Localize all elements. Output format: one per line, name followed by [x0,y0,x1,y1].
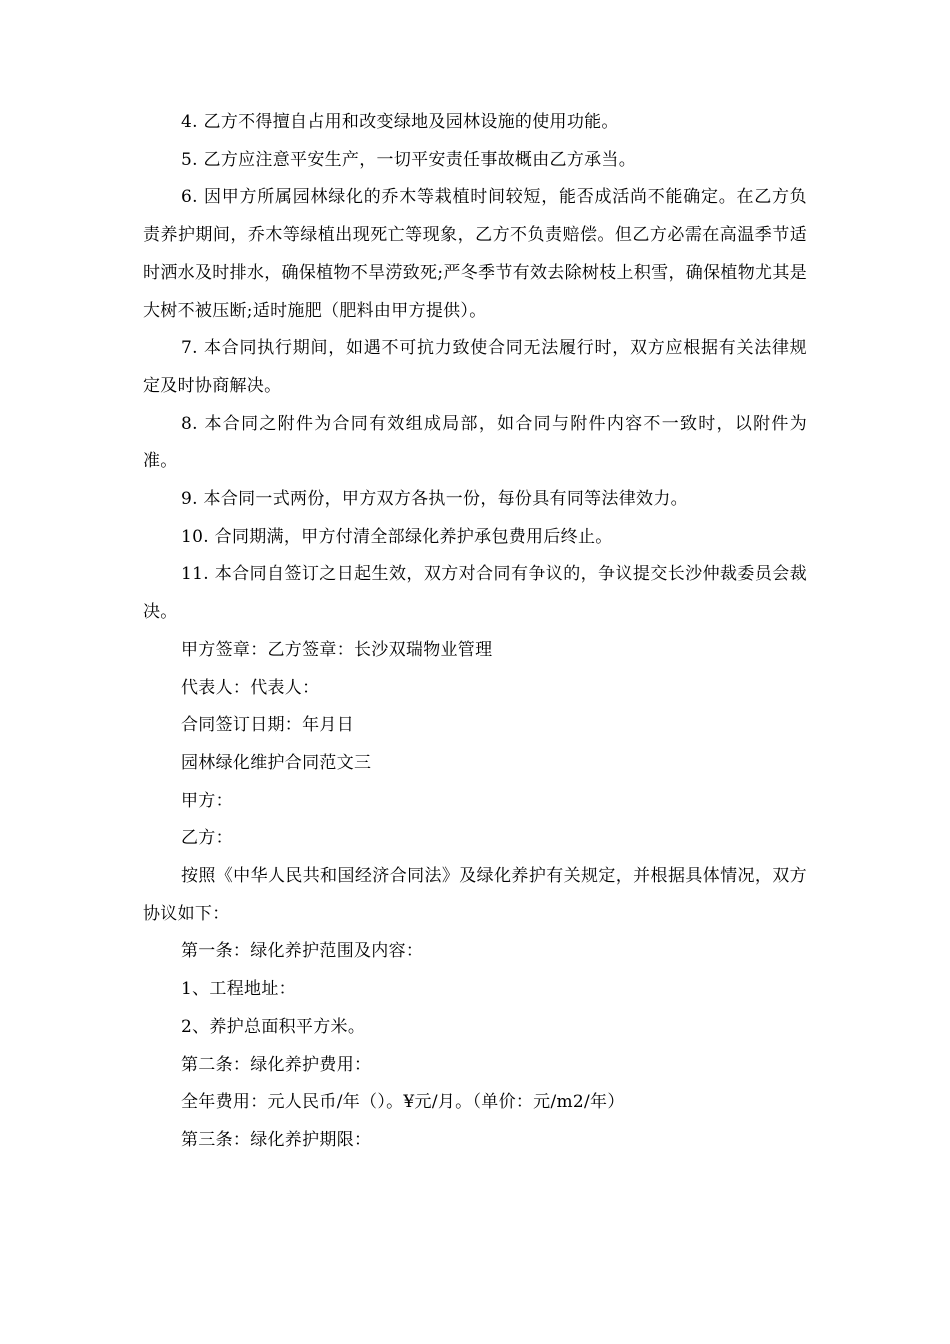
clause-4: 4. 乙方不得擅自占用和改变绿地及园林设施的使用功能。 [181,112,619,132]
signature-line: 甲方签章：乙方签章：长沙双瑞物业管理 [181,639,493,660]
article-1-heading: 第一条：绿化养护范围及内容： [181,941,424,962]
party-b-line: 乙方： [181,828,233,849]
project-address: 1、工程地址： [181,979,296,1000]
clause-11: 11. 本合同自签订之日起生效，双方对合同有争议的，争议提交长沙仲裁委员会裁决。 [143,564,807,623]
clause-5: 5. 乙方应注意平安生产，一切平安责任事故概由乙方承当。 [181,149,637,170]
article-2-heading: 第二条：绿化养护费用： [181,1054,372,1075]
preamble: 按照《中华人民共和国经济合同法》及绿化养护有关规定，并根据具体情况，双方协议如下： [143,866,807,924]
clause-6: 6. 因甲方所属园林绿化的乔木等栽植时间较短，能否成活尚不能确定。在乙方负责养护期间，乔木等绿植出现死亡等现象，乙方不负责赔偿。但乙方必需在高温季节适时洒水及时排水，确保植物不旱涝致死;严冬季节有效去除树枝上积雪，确保植物尤其是大树不被压断;适时施肥（肥料由甲方提供）。 [143,187,807,321]
clause-10: 10. 合同期满，甲方付清全部绿化养护承包费用后终止。 [181,526,613,547]
article-3-heading: 第三条：绿化养护期限： [181,1129,372,1150]
party-a-line: 甲方： [181,790,233,811]
clause-9: 9. 本合同一式两份，甲方双方各执一份，每份具有同等法律效力。 [181,489,688,510]
signing-date-line: 合同签订日期：年月日 [181,715,354,736]
section-title: 园林绿化维护合同范文三 [181,752,372,773]
representative-line: 代表人：代表人： [181,677,320,698]
clause-8: 8. 本合同之附件为合同有效组成局部，如合同与附件内容不一致时，以附件为准。 [143,413,807,472]
clause-7: 7. 本合同执行期间，如遇不可抗力致使合同无法履行时，双方应根据有关法律规定及时协商解决。 [143,338,807,396]
maintenance-area: 2、养护总面积平方米。 [181,1016,366,1037]
annual-fee: 全年费用：元人民币/年（）。¥元/月。（单价：元/m2/年） [181,1092,625,1113]
document-page [143,104,807,1160]
